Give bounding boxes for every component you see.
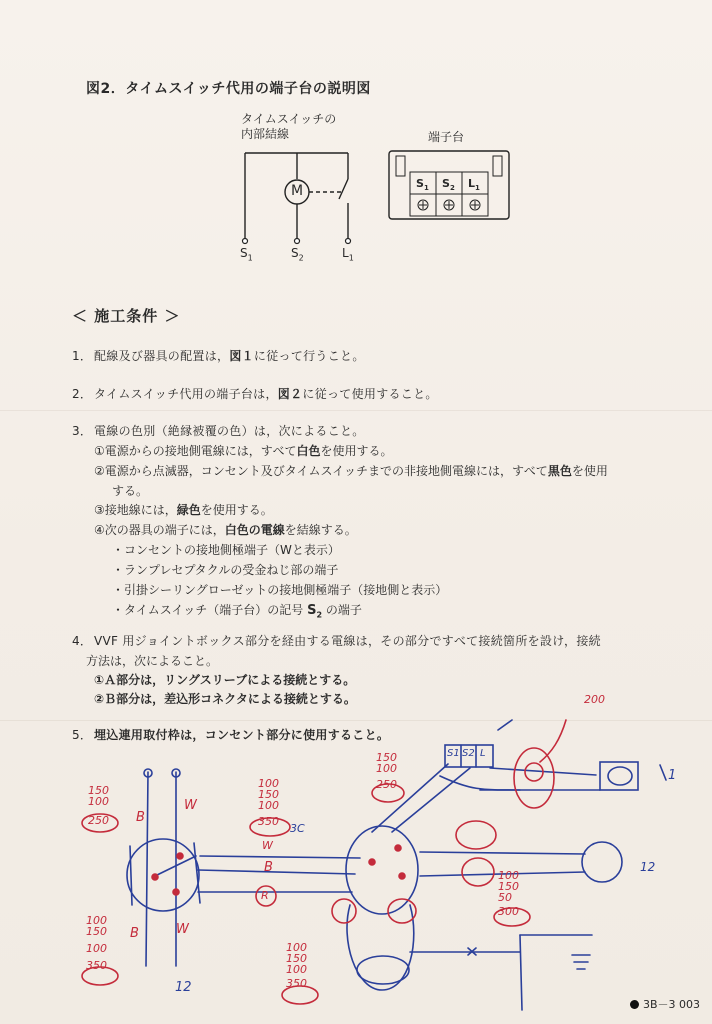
length-note (86, 915, 107, 971)
item-text: を使用する。 (200, 503, 273, 517)
length-value: 100 (376, 762, 397, 775)
bullet-dot-icon (630, 1000, 639, 1009)
condition-number: 5． (72, 728, 93, 742)
length-value: 100 (86, 914, 107, 927)
length-total: 350 (286, 977, 307, 990)
condition-number: 1． (72, 349, 93, 363)
length-total: 250 (88, 814, 109, 827)
condition-number: 3． (72, 424, 93, 438)
cable-type-note: 3C (290, 822, 305, 835)
length-total: 350 (86, 959, 107, 972)
length-note (88, 785, 109, 826)
length-value: 150 (88, 784, 109, 797)
terminal-label-l-handwritten: L (480, 748, 486, 759)
wire-color-w: W (184, 798, 197, 813)
s2-subscript: 2 (298, 253, 304, 263)
length-value: 150 (258, 788, 279, 801)
length-value: 100 (86, 942, 107, 955)
s2-subscript: 2 (316, 610, 323, 620)
length-note: 200 (584, 693, 605, 706)
item-text: を結線する。 (284, 523, 357, 537)
wire-color-b: B (136, 810, 145, 825)
item-text: ①電源からの接地側電線には，すべて (94, 444, 297, 458)
length-value: 100 (258, 799, 279, 812)
tb-l1-letter: L (468, 177, 476, 190)
condition-bold: 図１ (229, 349, 254, 363)
length-value: 100 (498, 869, 519, 882)
item-bold: 白色の電線 (224, 523, 285, 537)
bullet-1: ・コンセントの接地側極端子（Wと表示） (112, 543, 340, 557)
tb-l1-subscript: 1 (475, 184, 480, 193)
l1-letter: L (342, 246, 349, 260)
condition-text: タイムスイッチ代用の端子台は， (94, 387, 278, 401)
bullet-text: の端子 (325, 603, 362, 617)
section-title: ＜ 施工条件 ＞ (72, 307, 181, 325)
item-bold: 黒色 (547, 464, 572, 478)
wire-color-b: B (130, 926, 139, 941)
length-value: 100 (258, 777, 279, 790)
item-text: ②電源から点滅器，コンセント及びタイムスイッチまでの非接地側電線には，すべて (94, 464, 548, 478)
length-value: 150 (498, 880, 519, 893)
caption-terminal-block: 端子台 (428, 130, 465, 144)
item-bold: 緑色 (176, 503, 201, 517)
length-value: 100 (286, 963, 307, 976)
condition-4-cont: 方法は，次によること。 (86, 654, 219, 668)
cable-count-note: 1 (668, 768, 677, 783)
s1-subscript: 1 (247, 253, 253, 263)
wire-color-w: W (262, 839, 273, 852)
length-total: 300 (498, 905, 519, 918)
terminal-label-s2-handwritten: S2 (462, 748, 475, 759)
length-value: 100 (88, 795, 109, 808)
item-text: ④次の器具の端子には， (94, 523, 225, 537)
condition-text: 配線及び器具の配置は， (94, 349, 230, 363)
terminal-label-s1-handwritten: S1 (447, 748, 460, 759)
length-note (258, 778, 279, 827)
length-note (376, 752, 397, 790)
item-text: を使用する。 (320, 444, 393, 458)
page-code (630, 996, 700, 1012)
length-note (286, 942, 307, 989)
item-bold: ①Ａ部分は，リングスリーブによる接続とする。 (94, 673, 356, 687)
condition-number: 2． (72, 387, 93, 401)
item-text: を使用 (571, 464, 608, 478)
bullet-text: ・タイムスイッチ（端子台）の記号 (112, 603, 304, 617)
length-value: 150 (86, 925, 107, 938)
figure-title: 図2．タイムスイッチ代用の端子台の説明図 (86, 81, 371, 97)
page-code-text: 3B－3 003 (643, 998, 701, 1011)
tb-s2-subscript: 2 (449, 184, 455, 193)
bullet-3: ・引掛シーリングローゼットの接地側極端子（接地側と表示） (112, 583, 448, 597)
tb-s2-letter: S (442, 177, 450, 190)
condition-number: 4． (72, 634, 93, 648)
bullet-2: ・ランプレセプタクルの受金ねじ部の端子 (112, 563, 339, 577)
length-total: 350 (258, 815, 279, 828)
condition-text: に従って使用すること。 (302, 387, 438, 401)
length-note (498, 870, 519, 917)
length-total: 250 (376, 778, 397, 791)
caption-line-1: タイムスイッチの (241, 112, 337, 126)
length-value: 50 (498, 891, 512, 904)
s2-letter: S (307, 603, 317, 618)
item-text: ③接地線には， (94, 503, 177, 517)
caption-line-2: 内部結線 (241, 127, 290, 141)
condition-bold: 図２ (277, 387, 303, 401)
s1-letter: S (240, 246, 248, 260)
item-text: する。 (112, 484, 149, 498)
cable-size-note: 12 (175, 980, 192, 995)
length-value: 150 (376, 751, 397, 764)
s2-letter: S (291, 246, 299, 260)
length-value: 100 (286, 941, 307, 954)
wire-color-w: W (176, 922, 189, 937)
condition-text: に従って行うこと。 (253, 349, 365, 363)
l1-subscript: 1 (348, 253, 354, 263)
wire-color-b: B (264, 860, 273, 875)
condition-text: 電線の色別（絶縁被覆の色）は，次によること。 (94, 424, 365, 438)
tb-s1-subscript: 1 (423, 184, 429, 193)
tb-s1-letter: S (416, 177, 424, 190)
item-bold: ②Ｂ部分は，差込形コネクタによる接続とする。 (94, 692, 356, 706)
length-value: 150 (286, 952, 307, 965)
motor-label: M (291, 183, 304, 199)
wire-color-r: R (261, 889, 269, 902)
condition-bold: 埋込連用取付枠は，コンセント部分に使用すること。 (94, 728, 390, 742)
item-bold: 白色 (296, 444, 321, 458)
condition-text: VVF 用ジョイントボックス部分を経由する電線は，その部分ですべて接続箇所を設け，接続 (94, 634, 601, 648)
cable-size-note: 12 (640, 860, 656, 874)
